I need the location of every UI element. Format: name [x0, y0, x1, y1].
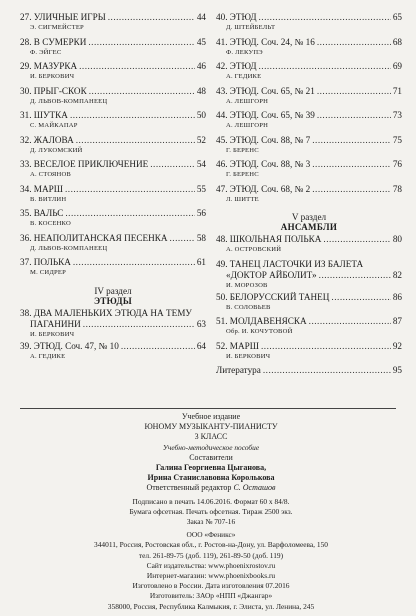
section-heading-4 — [20, 286, 206, 306]
toc-entry-44 — [216, 110, 402, 135]
toc-entry-page: 75 — [392, 134, 402, 145]
toc-entry-title: 47. ЭТЮД. Соч. 68, № 2 — [216, 183, 311, 194]
order-line: Заказ № 707-16 — [186, 517, 236, 527]
toc-entry-author: С. МАЙКАПАР — [30, 122, 78, 129]
toc-entry-author: А. ОСТРОВСКИЙ — [226, 246, 282, 253]
toc-entry-title: 52. МАРШ — [216, 340, 259, 351]
toc-entry-31 — [20, 110, 206, 135]
toc-entry-title-cont: ПАГАНИНИ — [30, 318, 81, 329]
toc-entry-page: 95 — [392, 365, 402, 375]
made-in: Изготовлено в России. Дата изготовления 07.2016 — [132, 581, 290, 591]
toc-entry-page: 58 — [196, 232, 206, 243]
toc-entry-title: 44. ЭТЮД. Соч. 65, № 39 — [216, 110, 315, 120]
toc-entry-author: И. БЕРКОВИЧ — [30, 330, 75, 338]
toc-entry-page: 63 — [196, 318, 206, 329]
toc-entry-page: 69 — [392, 61, 402, 71]
toc-entry-author: Д. ЛУКОМСКИЙ — [30, 146, 83, 154]
toc-entry-author: Э. СИГМЕЙСТЕР — [30, 24, 84, 31]
editor-label: Ответственный редактор — [146, 483, 232, 493]
toc-entry-36 — [20, 233, 206, 258]
toc-entry-author: А. ЛЕШГОРН — [226, 97, 269, 105]
compiler-1: Галина Георгиевна Цыганова, — [155, 463, 267, 473]
toc-entry-author: А. ЛЕШГОРН — [226, 122, 269, 129]
toc-entry-page: 45 — [196, 36, 206, 47]
toc-entry-title: 41. ЭТЮД. Соч. 24, № 16 — [216, 36, 315, 47]
toc-entry-page: 76 — [392, 159, 402, 169]
toc-entry-39 — [20, 341, 206, 366]
toc-entry-42 — [216, 61, 402, 86]
toc-entry-page: 92 — [392, 340, 402, 351]
section-title: ЭТЮДЫ — [93, 295, 133, 306]
toc-entry-author: Г. БЕРЕНС — [226, 146, 259, 154]
toc-entry-author: И. БЕРКОВИЧ — [30, 73, 75, 80]
toc-entry-title: 43. ЭТЮД. Соч. 65, № 21 — [216, 85, 315, 96]
book-title: ЮНОМУ МУЗЫКАНТУ-ПИАНИСТУ — [144, 422, 278, 432]
toc-entry-author: Д. ЛЬВОВ-КОМПАНЕЕЦ — [30, 97, 108, 105]
maker-address: 358000, Россия, Республика Калмыкия, г. Элиста, ул. Ленина, 245 — [107, 601, 315, 611]
toc-entry-author: И. БЕРКОВИЧ — [226, 352, 271, 360]
toc-entry-page: 56 — [196, 208, 206, 218]
toc-entry-title: 49. ТАНЕЦ ЛАСТОЧКИ ИЗ БАЛЕТА — [216, 258, 364, 269]
toc-entry-title: 28. В СУМЕРКИ — [20, 36, 87, 47]
compilers-label: Составители — [189, 452, 233, 462]
toc-entry-40 — [216, 12, 402, 37]
toc-entry-title-cont: «ДОКТОР АЙБОЛИТ» — [226, 269, 317, 280]
toc-entry-47 — [216, 184, 402, 209]
section-label: IV раздел — [94, 285, 132, 296]
toc-entry-49 — [216, 259, 402, 292]
toc-entry-title: 33. ВЕСЕЛОЕ ПРИКЛЮЧЕНИЕ — [20, 159, 149, 169]
toc-entry-37 — [20, 257, 206, 282]
toc-entry-page: 46 — [196, 61, 206, 71]
toc-entry-page: 65 — [392, 12, 402, 22]
toc-right-column — [216, 12, 402, 390]
publisher-name: ООО «Феникс» — [186, 530, 236, 540]
toc-entry-page: 87 — [392, 316, 402, 326]
toc-entry-45 — [216, 135, 402, 160]
toc-entry-page: 61 — [196, 257, 206, 267]
toc-entry-43 — [216, 86, 402, 111]
publisher-site: Сайт издательства: www.phoenixrostov.ru — [146, 560, 276, 570]
toc-entry-title: 40. ЭТЮД — [216, 12, 257, 22]
toc-entry-46 — [216, 159, 402, 184]
toc-entry-page: 78 — [392, 183, 402, 194]
toc-entry-page: 54 — [196, 159, 206, 169]
toc-entry-51 — [216, 316, 402, 341]
compiler-2: Ирина Станиславовна Королькова — [147, 473, 275, 483]
toc-entry-author: И. МОРОЗОВ — [226, 281, 268, 289]
toc-entry-title: 36. НЕАПОЛИТАНСКАЯ ПЕСЕНКА — [20, 232, 168, 243]
toc-entry-29 — [20, 61, 206, 86]
toc-entry-41 — [216, 37, 402, 62]
toc-entry-author: Обр. И. КОЧУТОВОЙ — [226, 328, 293, 335]
toc-entry-27 — [20, 12, 206, 37]
toc-entry-page: 50 — [196, 110, 206, 120]
table-of-contents — [20, 12, 402, 390]
toc-entry-34 — [20, 184, 206, 209]
publisher-phones: тел. 261-89-75 (доб. 119), 261-89-50 (доб. 119) — [138, 550, 284, 560]
toc-entry-page: 48 — [196, 85, 206, 96]
section-title: АНСАМБЛИ — [280, 222, 338, 232]
toc-entry-title: 31. ШУТКА — [20, 110, 68, 120]
signed-line: Подписано в печать 14.06.2016. Формат 60 x 84/8. — [132, 496, 290, 506]
genre: Учебно-методическое пособие — [162, 442, 260, 452]
toc-entry-35 — [20, 208, 206, 233]
toc-entry-author: А. ГЕДИКЕ — [30, 352, 66, 360]
editor-line — [20, 483, 402, 493]
toc-entry-title: 29. МАЗУРКА — [20, 61, 78, 71]
toc-entry-33 — [20, 159, 206, 184]
toc-entry-author: Д. ЛЬВОВ-КОМПАНЕЕЦ — [30, 244, 108, 252]
toc-entry-page: 44 — [196, 12, 206, 22]
toc-entry-48 — [216, 234, 402, 259]
toc-entry-literature — [216, 365, 402, 390]
toc-entry-title: 50. БЕЛОРУССКИЙ ТАНЕЦ — [216, 291, 330, 302]
toc-entry-38 — [20, 308, 206, 341]
toc-entry-author: В. КОСЕНКО — [30, 220, 71, 227]
edition-type: Учебное издание — [181, 412, 241, 421]
divider-line — [20, 408, 396, 409]
toc-entry-author: А. СТОЯНОВ — [30, 171, 72, 178]
toc-entry-title: 35. ВАЛЬС — [20, 208, 64, 218]
toc-entry-author: А. ГЕДИКЕ — [226, 73, 262, 80]
toc-entry-title: Литература — [216, 365, 261, 375]
grade: 3 КЛАСС — [194, 432, 228, 442]
toc-entry-title: 46. ЭТЮД. Соч. 88, № 3 — [216, 159, 311, 169]
toc-entry-page: 82 — [392, 269, 402, 280]
toc-entry-author: Ф. ЭЙГЕС — [30, 48, 62, 56]
toc-entry-page: 73 — [392, 110, 402, 120]
toc-entry-author: Л. ШИТТЕ — [226, 195, 259, 203]
toc-entry-28 — [20, 37, 206, 62]
toc-entry-page: 52 — [196, 134, 206, 145]
toc-entry-32 — [20, 135, 206, 160]
toc-entry-52 — [216, 341, 402, 366]
toc-entry-title: 38. ДВА МАЛЕНЬКИХ ЭТЮДА НА ТЕМУ — [20, 307, 192, 318]
maker: Изготовитель: ЗАОр «НПП «Джангар» — [149, 591, 273, 601]
toc-entry-author: М. СИДРЕР — [30, 269, 66, 276]
publisher-address: 344011, Россия, Ростовская обл., г. Ростов-на-Дону, ул. Варфоломеева, 150 — [94, 540, 328, 550]
section-heading-5 — [216, 212, 402, 232]
toc-entry-page: 86 — [392, 291, 402, 302]
toc-entry-page: 71 — [392, 85, 402, 96]
paper-line: Бумага офсетная. Печать офсетная. Тираж 2500 экз. — [129, 506, 293, 516]
toc-entry-title: 48. ШКОЛЬНАЯ ПОЛЬКА — [216, 234, 322, 244]
toc-entry-author: В. СОЛОВЬЕВ — [226, 303, 271, 311]
toc-entry-title: 32. ЖАЛОВА — [20, 134, 74, 145]
imprint-block — [20, 412, 402, 612]
toc-entry-author: В. ВИТЛИН — [30, 195, 67, 203]
editor-name: С. Осташов — [233, 483, 276, 493]
toc-entry-50 — [216, 292, 402, 317]
toc-entry-title: 51. МОЛДАВЕНЯСКА — [216, 316, 307, 326]
toc-entry-page: 68 — [392, 36, 402, 47]
toc-entry-page: 64 — [196, 340, 206, 351]
toc-entry-title: 42. ЭТЮД — [216, 61, 257, 71]
toc-entry-title: 30. ПРЫГ-СКОК — [20, 85, 87, 96]
toc-entry-page: 80 — [392, 234, 402, 244]
toc-entry-title: 39. ЭТЮД. Соч. 47, № 10 — [20, 340, 119, 351]
toc-entry-author: Д. ШТЕЙБЕЛЬТ — [226, 24, 276, 31]
toc-entry-title: 27. УЛИЧНЫЕ ИГРЫ — [20, 12, 106, 22]
toc-entry-title: 34. МАРШ — [20, 183, 63, 194]
toc-entry-page: 55 — [196, 183, 206, 194]
toc-entry-author: Ф. ЛЕКУПЭ — [226, 48, 263, 56]
toc-entry-title: 45. ЭТЮД. Соч. 88, № 7 — [216, 134, 311, 145]
publisher-shop: Интернет-магазин: www.phoenixbooks.ru — [146, 571, 276, 581]
toc-left-column — [20, 12, 206, 390]
toc-entry-title: 37. ПОЛЬКА — [20, 257, 71, 267]
toc-entry-30 — [20, 86, 206, 111]
toc-entry-author: Г. БЕРЕНС — [226, 171, 259, 178]
section-label: V раздел — [291, 212, 327, 222]
